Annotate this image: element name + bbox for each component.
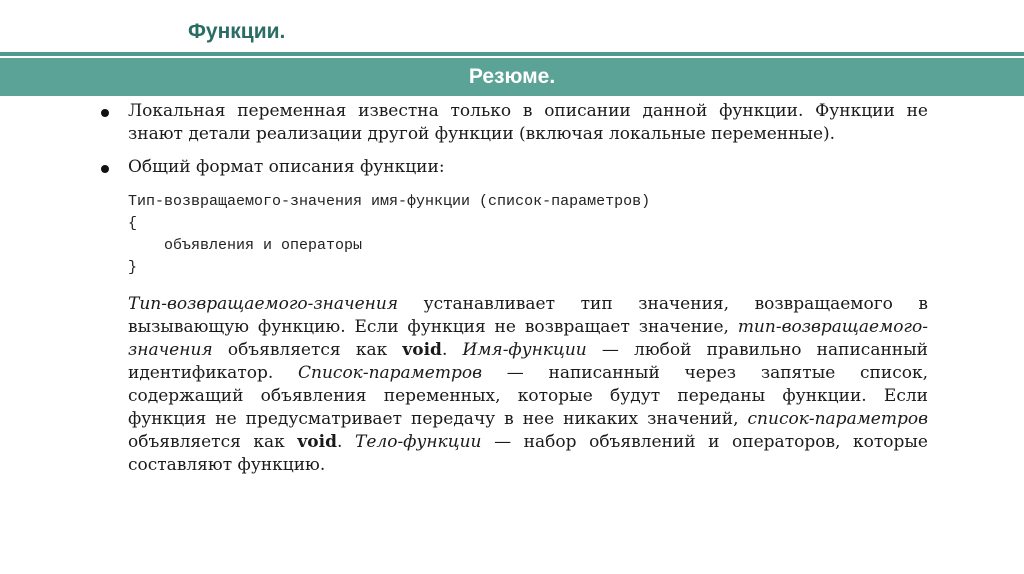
page-title: Функции. [188,20,286,43]
description-text: . [441,340,463,360]
section-title: Резюме. [468,65,556,88]
bullet-text: Локальная переменная известна только в описании данной функции. Функции не знают детали реализации другой функции (включая локальные переменные). [128,101,928,144]
bullet-dot-icon [101,109,109,117]
description-paragraph [98,293,928,477]
description-text: устанавливает тип значения, возвращаемого в вызывающую функцию. Если функция не возвращает значение, [128,294,928,337]
description-text: — написанный через запятые список, содержащий объявления переменных, которые будут переданы функции. Если функция не предусматривает передачу в нее никаких значений, [128,363,929,429]
keyword-void: void [297,432,337,452]
term-function-name: Имя-функции [462,340,587,360]
term-function-body: Тело-функции [354,432,482,452]
description-text: . [336,432,355,452]
term-return-type-lower: тип-возвращаемого-значения [128,317,928,360]
term-parameter-list: Список-параметров [298,363,482,383]
description-text: объявляется как [212,340,403,360]
code-line: { [128,215,138,232]
keyword-void: void [402,340,442,360]
description-text: — любой правильно написанный идентификатор. [128,340,928,383]
term-parameter-list-lower: список-параметров [747,409,928,429]
code-line: Тип-возвращаемого-значения имя-функции (список-параметров) [128,193,651,210]
description-text: — набор объявлений и операторов, которые составляют функцию. [128,432,928,475]
bullet-item-local-variables [98,100,928,146]
code-line: } [128,259,138,276]
code-block [98,191,928,279]
slide-content [98,100,928,477]
section-banner [0,58,1024,96]
bullet-text: Общий формат описания функции: [128,157,445,177]
bullet-dot-icon [101,165,109,173]
description-text: объявляется как [128,432,298,452]
term-return-type: Тип-возвращаемого-значения [128,294,399,314]
code-line: объявления и операторы [164,237,363,254]
title-divider [0,52,1024,56]
bullet-item-function-format [98,156,928,179]
